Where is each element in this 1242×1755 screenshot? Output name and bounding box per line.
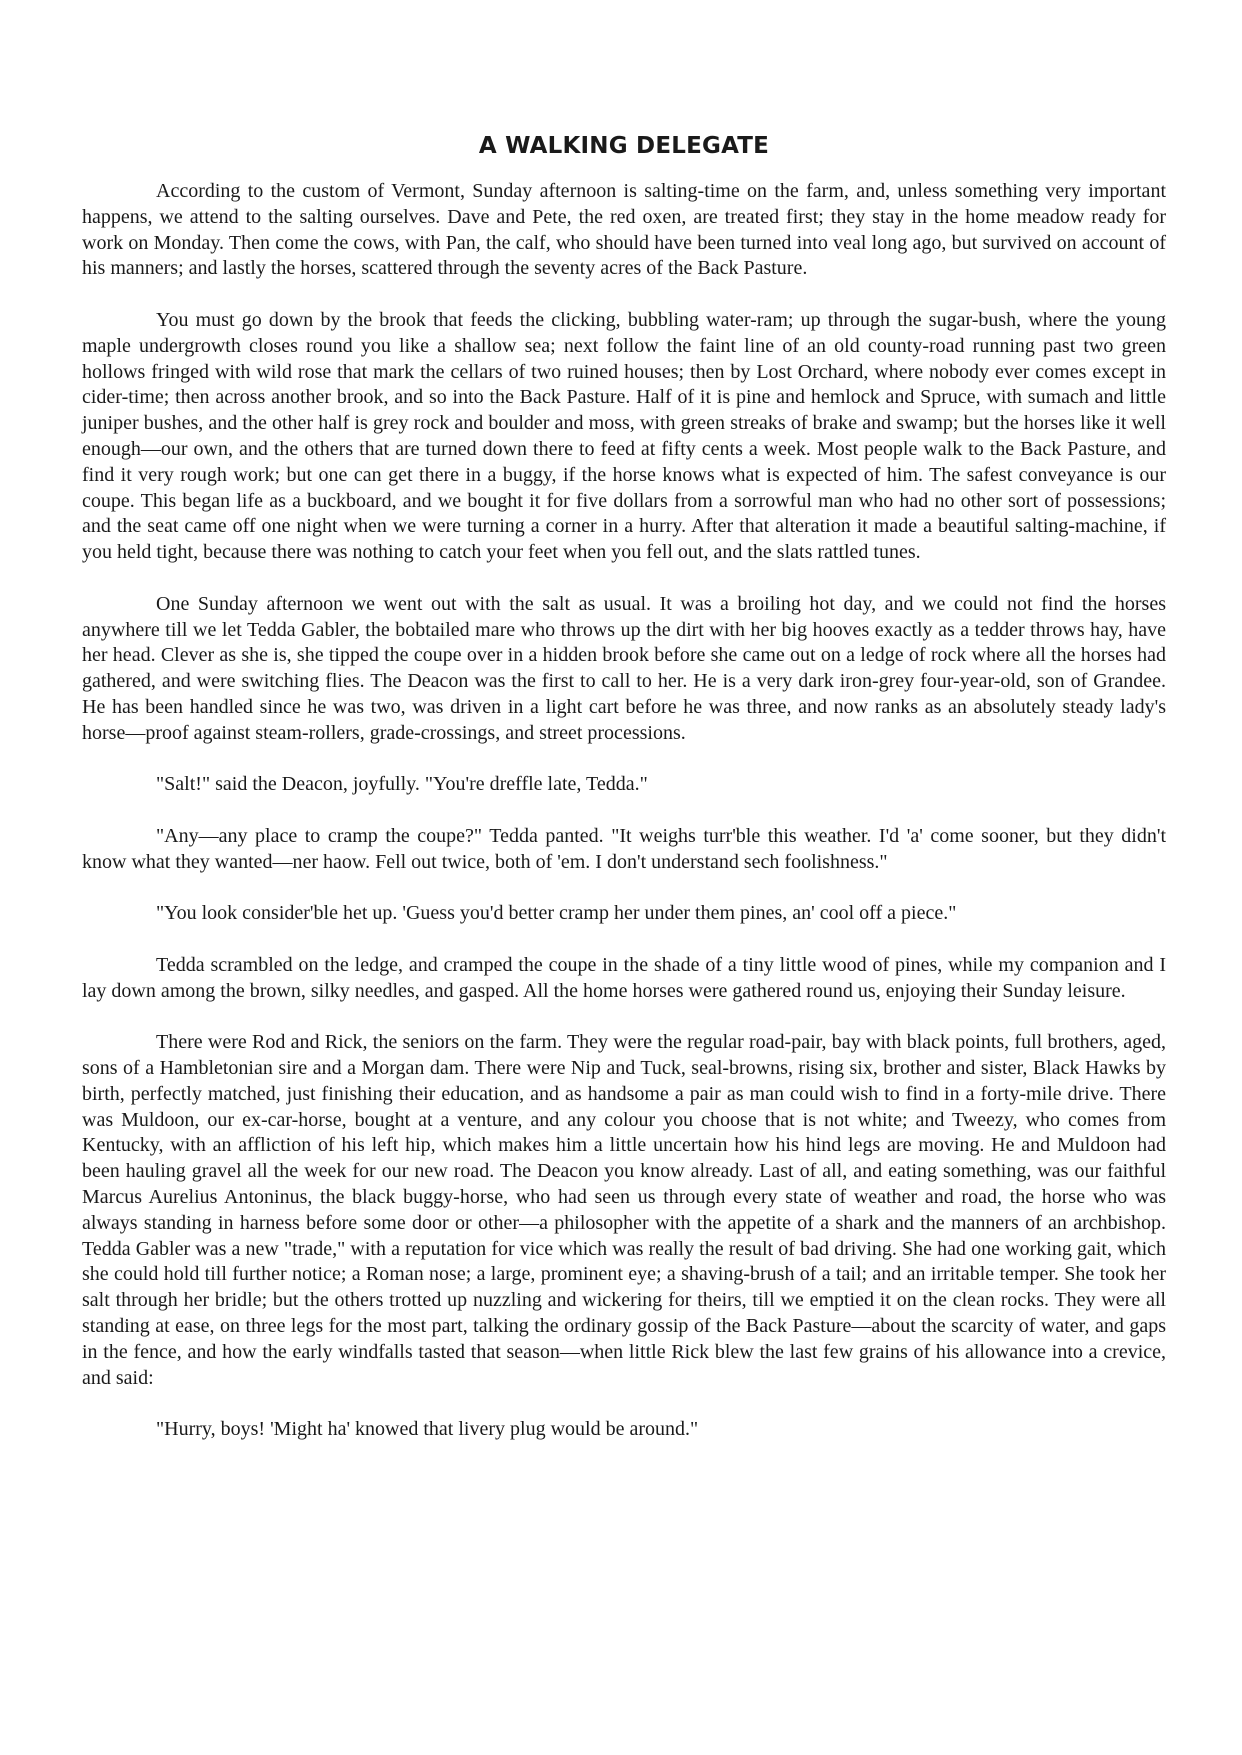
paragraph-3: One Sunday afternoon we went out with the salt as usual. It was a broiling hot day, and we could not find the horses anywhere till we let Tedda Gabler, the bobtailed mare who throws up the dirt with her big hooves exactly as a tedder throws hay, have her head. Clever as she is, she tipped the coupe over in a hidden brook before she came out on a ledge of rock where all the horses had gathered, and were switching flies. The Deacon was the first to call to her. He is a very dark iron-grey four-year-old, son of Grandee. He has been handled since he was two, was driven in a light cart before he was three, and now ranks as an absolutely steady lady's horse—proof against steam-rollers, grade-crossings, and street processions. <box>82 592 1166 744</box>
paragraph-2: You must go down by the brook that feeds the clicking, bubbling water-ram; up through the sugar-bush, where the young maple undergrowth closes round you like a shallow sea; next follow the faint line of an old county-road running past two green hollows fringed with wild rose that mark the cellars of two ruined houses; then by Lost Orchard, where nobody ever comes except in cider-time; then across another brook, and so into the Back Pasture. Half of it is pine and hemlock and Spruce, with sumach and little juniper bushes, and the other half is grey rock and boulder and moss, with green streaks of brake and swamp; but the horses like it well enough—our own, and the others that are turned down there to feed at fifty cents a week. Most people walk to the Back Pasture, and find it very rough work; but one can get there in a buggy, if the horse knows what is expected of him. The safest conveyance is our coupe. This began life as a buckboard, and we bought it for five dollars from a sorrowful man who had no other sort of possessions; and the seat came off one night when we were turning a corner in a hurry. After that alteration it made a beautiful salting-machine, if you held tight, because there was nothing to catch your feet when you fell out, and the slats rattled tunes. <box>82 308 1166 564</box>
paragraph-1: According to the custom of Vermont, Sunday afternoon is salting-time on the farm, and, unless something very important happens, we attend to the salting ourselves. Dave and Pete, the red oxen, are treated first; they stay in the home meadow ready for work on Monday. Then come the cows, with Pan, the calf, who should have been turned into veal long ago, but survived on account of his manners; and lastly the horses, scattered through the seventy acres of the Back Pasture. <box>82 180 1166 280</box>
paragraph-5: "Any—any place to cramp the coupe?" Tedda panted. "It weighs turr'ble this weather. I'd 'a' come sooner, but they didn't know what they wanted—ner haow. Fell out twice, both of 'em. I don't understand sech foolishness." <box>82 824 1166 873</box>
document-page <box>82 133 1166 1469</box>
paragraph-9: "Hurry, boys! 'Might ha' knowed that livery plug would be around." <box>156 1418 699 1441</box>
page-title: A WALKING DELEGATE <box>478 133 770 159</box>
paragraph-7: Tedda scrambled on the ledge, and cramped the coupe in the shade of a tiny little wood of pines, while my companion and I lay down among the brown, silky needles, and gasped. All the home horses were gathered round us, enjoying their Sunday leisure. <box>82 953 1166 1002</box>
paragraph-6: "You look consider'ble het up. 'Guess you'd better cramp her under them pines, an' cool off a piece." <box>156 902 957 925</box>
paragraph-4: "Salt!" said the Deacon, joyfully. "You're dreffle late, Tedda." <box>156 773 648 796</box>
paragraph-8: There were Rod and Rick, the seniors on the farm. They were the regular road-pair, bay with black points, full brothers, aged, sons of a Hambletonian sire and a Morgan dam. There were Nip and Tuck, seal-browns, rising six, brother and sister, Black Hawks by birth, perfectly matched, just finishing their education, and as handsome a pair as man could wish to find in a forty-mile drive. There was Muldoon, our ex-car-horse, bought at a venture, and any colour you choose that is not white; and Tweezy, who comes from Kentucky, with an affliction of his left hip, which makes him a little uncertain how his hind legs are moving. He and Muldoon had been hauling gravel all the week for our new road. The Deacon you know already. Last of all, and eating something, was our faithful Marcus Aurelius Antoninus, the black buggy-horse, who had seen us through every state of weather and road, the horse who was always standing in harness before some door or other—a philosopher with the appetite of a shark and the manners of an archbishop. Tedda Gabler was a new "trade," with a reputation for vice which was really the result of bad driving. She had one working gait, which she could hold till further notice; a Roman nose; a large, prominent eye; a shaving-brush of a tail; and an irritable temper. She took her salt through her bridle; but the others trotted up nuzzling and wickering for theirs, till we emptied it on the clean rocks. They were all standing at ease, on three legs for the most part, talking the ordinary gossip of the Back Pasture—about the scarcity of water, and gaps in the fence, and how the early windfalls tasted that season—when little Rick blew the last few grains of his allowance into a crevice, and said: <box>82 1031 1166 1389</box>
